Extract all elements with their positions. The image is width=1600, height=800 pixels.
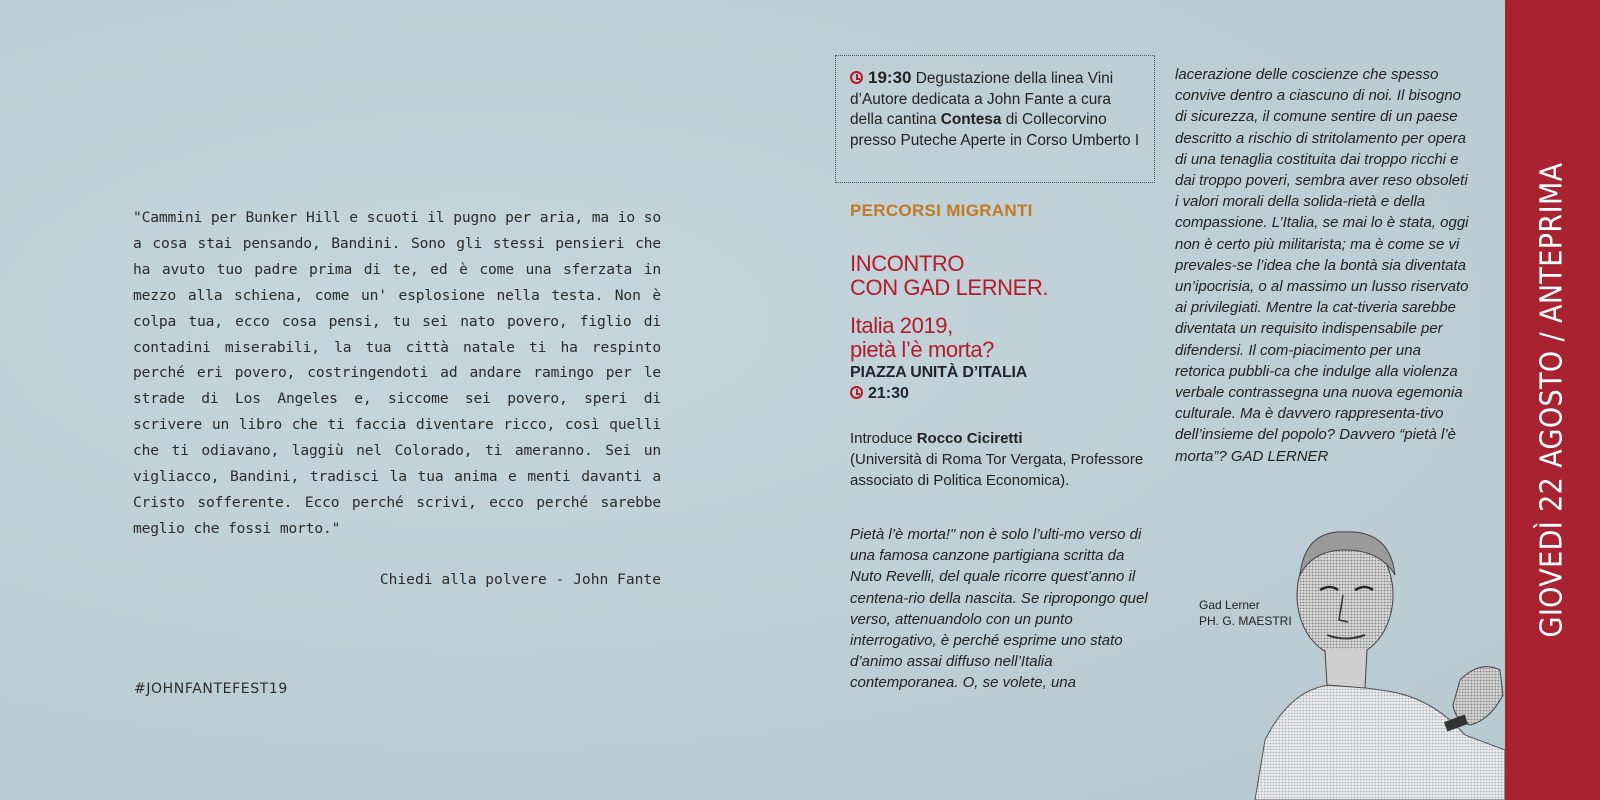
- clock-icon: [850, 386, 863, 399]
- event-time-value: 21:30: [868, 385, 909, 402]
- intro-name: Rocco Ciciretti: [916, 430, 1023, 447]
- section-label: PERCORSI MIGRANTI: [850, 201, 1033, 220]
- tasting-time: 19:30: [868, 68, 912, 87]
- event-venue: PIAZZA UNITÀ D’ITALIA: [850, 364, 1028, 381]
- caption-name: Gad Lerner: [1199, 598, 1260, 612]
- clock-icon: [850, 71, 863, 84]
- tasting-text-2: di Collecorvino presso Puteche Aperte in Corso Umberto I: [850, 111, 1140, 149]
- event-title-line1: INCONTRO: [850, 251, 965, 276]
- hashtag: #JOHNFANTEFEST19: [134, 681, 288, 697]
- event-subtitle-line2: pietà l’è morta?: [850, 337, 995, 362]
- event-subtitle: [850, 314, 1170, 362]
- article-body-part1: Pietà l’è morta!" non è solo l’ulti-mo verso di una famosa canzone partigiana scritta da Nuto Revelli, del quale ricorre quest’anno il centena-rio della nascita. Se ripropongo quel verso, attenuandolo con un punto interrogativo, è perché esprime uno stato d’animo assai diffuso nell’Italia contemporanea. O, se volete, una: [850, 526, 1148, 692]
- event-subtitle-line1: Italia 2019,: [850, 313, 953, 338]
- tasting-text-1: Degustazione della linea Vini d’Autore dedicata a John Fante a cura della cantina: [850, 70, 1114, 129]
- article-body-part2: lacerazione delle coscienze che spesso convive dentro a ciascuno di noi. Il bisogno di sicurezza, il comune sentire di un paese descritto a rischio di stritolamento per opera di una tenaglia costituita dai troppo ricchi e dai troppo poveri, sembra aver reso obsoleti i valori morali della solida-rietà e della compassione. L’Italia, se mai lo è stata, oggi non è certo più militarista; ma è come se vi prevales-se l’idea che la bontà sia diventata un’ipocrisia, o al massimo un lusso riservato ai privilegiati. Mentre la cat-tiveria sarebbe diventata un requisito indispensabile per difendersi. Il com-piacimento per una retorica pubbli-ca che indulge alla violenza verbale contrassegna una nuova egemonia culturale. Ma è davvero rappresenta-tivo dell’insieme del popolo? Davvero “pietà l’è morta”? GAD LERNER: [1175, 66, 1469, 465]
- intro-prefix: Introduce: [850, 430, 917, 447]
- event-time: [850, 384, 909, 404]
- portrait-photo: [1215, 520, 1505, 800]
- caption-credit: PH. G. MAESTRI: [1199, 614, 1292, 628]
- tasting-box: [835, 55, 1155, 183]
- intro-affiliation: (Università di Roma Tor Vergata, Professore associato di Politica Economica).: [850, 451, 1144, 489]
- tasting-winery: Contesa: [940, 111, 1002, 129]
- photo-caption: [1199, 597, 1292, 629]
- intro-text: [850, 428, 1150, 491]
- fante-quote: "Cammini per Bunker Hill e scuoti il pugno per aria, ma io so a cosa stai pensando, Bandini. Sono gli stessi pensieri che ha avuto tuo padre prima di te, ed è come una sferzata in mezzo alla schiena, come un' esplosione nella testa. Non è colpa tua, ecco cosa pensi, tu sei nato povero, figlio di contadini miserabili, la tua città natale ti ha respinto perché eri povero, costringendoti ad andare ramingo per le strade di Los Angeles e, siccome sei povero, speri di scrivere un libro che ti faccia diventare ricco, così quelli che ti odiavano, laggiù nel Colorado, ti ameranno. Sei un vigliacco, Bandini, tradisci la tua anima e menti davanti a Cristo sofferente. Ecco perché scrivi, ecco perché sarebbe meglio che fossi morto.": [133, 209, 661, 537]
- date-band-text: GIOVEDÌ 22 AGOSTO / ANTEPRIMA: [1534, 162, 1570, 638]
- event-title-line2: CON GAD LERNER.: [850, 275, 1049, 300]
- event-title: [850, 252, 1170, 300]
- quote-source: Chiedi alla polvere - John Fante: [379, 571, 661, 588]
